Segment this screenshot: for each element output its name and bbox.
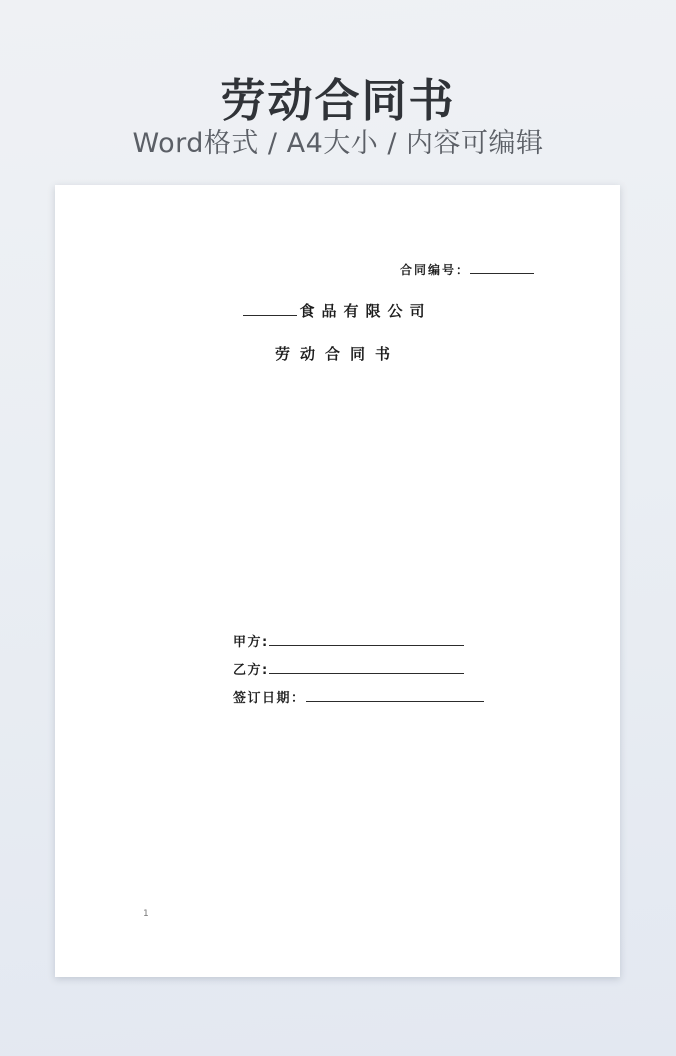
party-b-label: 乙方:: [233, 663, 269, 678]
party-b-blank: [269, 661, 464, 674]
contract-number-line: [400, 261, 534, 278]
contract-number-blank: [470, 261, 534, 274]
company-name-blank: [243, 302, 297, 316]
party-block: [233, 629, 484, 713]
template-title: 劳动合同书: [220, 74, 456, 127]
company-name-line: [55, 300, 620, 321]
contract-number-label: 合同编号：: [400, 263, 471, 277]
sign-date-label: 签订日期：: [233, 691, 306, 706]
page-number: 1: [143, 909, 149, 919]
sign-date-row: [233, 685, 484, 713]
sign-date-blank: [306, 689, 484, 702]
party-a-row: [233, 629, 484, 657]
template-subtitle: Word格式 / A4大小 / 内容可编辑: [132, 128, 544, 159]
party-a-blank: [269, 633, 464, 646]
party-b-row: [233, 657, 484, 685]
document-page: [55, 185, 620, 977]
company-name-text: 食品有限公司: [299, 302, 432, 320]
party-a-label: 甲方:: [233, 635, 269, 650]
document-title: 劳动合同书: [274, 345, 400, 363]
